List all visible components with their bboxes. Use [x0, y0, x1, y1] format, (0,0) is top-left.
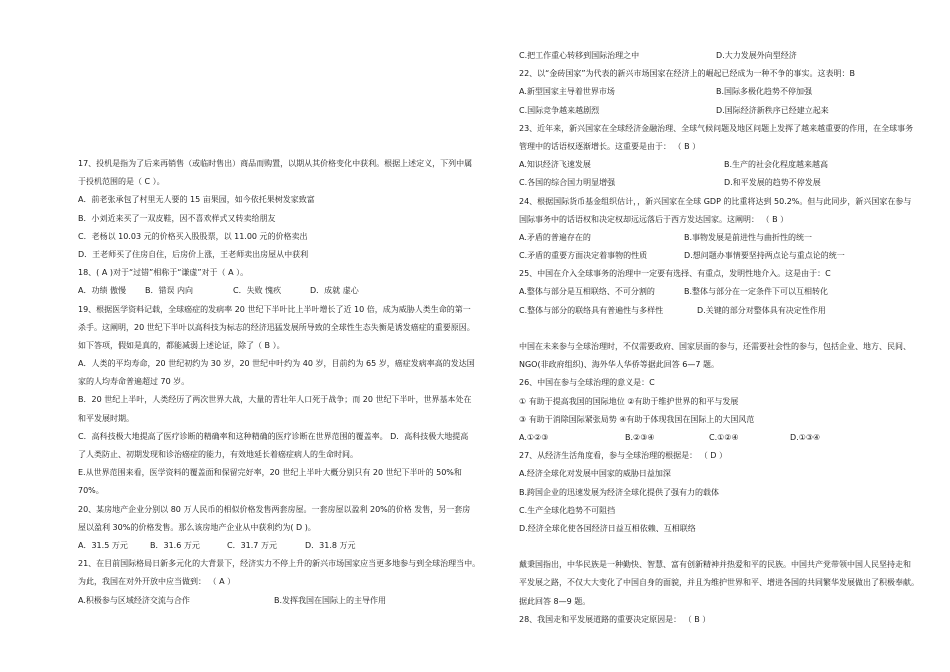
- question-stem: 18、( A )对于“过错”相称于“谦虚”对于（ A ）。: [78, 268, 249, 278]
- question-22: [519, 65, 944, 120]
- question-stem-line: 国际事务中的话语权和决定权却远远落后于西方发达国家。这阐明： （ B ）: [519, 214, 789, 224]
- options-row: [519, 83, 944, 101]
- options-row: [78, 537, 498, 555]
- answer-option: B.事物发展是前进性与曲折性的统一: [684, 232, 813, 242]
- passage-line: 戴秉国指出，中华民族是一种勤快、智慧、富有创新精神并热爱和平的民族。中国共产党带领中国人民坚持走和: [519, 560, 911, 570]
- answer-option: C.生产全球化趋势不可阻挡: [519, 505, 616, 515]
- question-stem: 28、我国走和平发展道路的重要决定原因是： （ B ）: [519, 614, 711, 624]
- question-stem-line: 17、投机是指为了后来再销售（或临时售出）商品而购置，以期从其价格变化中获利。根据上述定义，下列中属: [78, 159, 473, 168]
- question-text-line: B．20 世纪上半叶，人类经历了两次世界大战，大量的青壮年人口死于战争；而 20 世纪下半叶，世界基本处在: [78, 395, 472, 405]
- options-row: [519, 156, 944, 174]
- answer-option: B．小刘近来买了一双皮鞋，因不喜欢样式又转卖给朋友: [78, 213, 276, 223]
- answer-option: D．31.8 万元: [305, 540, 356, 550]
- answer-option: B.②③④: [625, 432, 655, 442]
- question-26: [519, 374, 944, 447]
- answer-option: C.①②④: [709, 432, 739, 442]
- answer-option: A.整体与部分是互相联络、不可分割的: [519, 287, 655, 297]
- question-stem-line: 管理中的话语权逐渐增长。这重要是由于： （ B ）: [519, 141, 701, 151]
- answer-option: D.大力发展外向型经济: [716, 51, 797, 60]
- question-28: [519, 611, 944, 629]
- answer-option: B．错误 内向: [145, 286, 194, 296]
- options-row: [78, 592, 498, 610]
- passage-line: 据此回答 8—9 题。: [519, 596, 591, 606]
- answer-option: D．成就 虚心: [310, 286, 359, 296]
- question-stem-line: 于投机范围的是（ C ）。: [78, 177, 165, 187]
- question-21: [78, 555, 498, 610]
- answer-option: D.关键的部分对整体具有决定性作用: [697, 305, 826, 315]
- spacer: [519, 320, 944, 338]
- question-stem-line: 为此，我国在对外开放中应当做到： （ A ）: [78, 577, 236, 587]
- question-stem-line: 21、在目前国际格局日新多元化的大背景下，经济实力不停上升的新兴市场国家应当更多地参与到全球治理当中。: [78, 559, 481, 569]
- options-row: [519, 174, 944, 192]
- answer-option: A．31.5 万元: [78, 540, 128, 550]
- passage-line: 中国在未来参与全球治理时，不仅需要政府、国家层面的参与，还需要社会性的参与，包括企业、地方、民间、: [519, 342, 911, 351]
- answer-option: D.和平发展的趋势不停发展: [724, 178, 821, 188]
- options-row: [519, 247, 944, 265]
- answer-option: C．失败 愧疚: [233, 286, 282, 296]
- answer-option: A.新型国家主导着世界市场: [519, 87, 615, 97]
- material-passage-1: [519, 338, 944, 374]
- statement-item: ③ 有助于消除国际紧张局势 ④有助于体现我国在国际上的大国风范: [519, 414, 755, 424]
- answer-option: B.生产的社会化程度越来越高: [724, 160, 829, 170]
- passage-line: NGO(非政府组织)、海外华人华侨等据此回答 6—7 题。: [519, 360, 719, 370]
- question-text-line: 家的人均寿命普遍超过 70 岁。: [78, 377, 190, 387]
- options-row: [519, 229, 944, 247]
- question-text-line: A．人类的平均寿命，20 世纪初约为 30 岁，20 世纪中叶约为 40 岁，目前约为 65 岁，癌症发病率高的发达国: [78, 359, 475, 369]
- answer-option: D．王老师买了住房自住，后房价上涨，王老师卖出房屋从中获利: [78, 249, 309, 259]
- answer-option: C．31.7 万元: [227, 540, 277, 550]
- question-21-continued: [519, 47, 944, 65]
- question-stem-line: 20、某房地产企业分别以 80 万人民币的相似价格发售两套房屋。一套房屋以盈利 20%的价格 发售，另一套房: [78, 504, 471, 514]
- answer-option: A.矛盾的普遍存在的: [519, 232, 591, 242]
- question-text-line: 和平发展时期。: [78, 413, 134, 423]
- options-row: [519, 283, 944, 301]
- question-stem-line: 23、近年来，新兴国家在全球经济金融治理、全球气候问题及地区问题上发挥了越来越重要的作用，在全球事务: [519, 123, 914, 133]
- options-row: [519, 102, 944, 120]
- question-stem: 26、中国在参与全球治理的意义是：C: [519, 378, 655, 388]
- answer-option: C.把工作重心转移到国际治理之中: [519, 51, 640, 60]
- left-column: [78, 155, 498, 610]
- question-stem-line: 屋以盈利 30%的价格发售。那么该房地产企业从中获利约为( D )。: [78, 522, 316, 532]
- question-text-line: 如下答项，假如是真的，都能减弱上述论证，除了（ B ）。: [78, 340, 285, 350]
- options-row: [78, 282, 498, 300]
- question-text-line: 了人类防止、初期发现和诊治癌症的能力，有效地延长着癌症病人的生命时间。: [78, 450, 358, 459]
- question-stem: 27、从经济生活角度看，参与全球治理的根据是： （ D ）: [519, 451, 727, 461]
- question-19: [78, 301, 498, 501]
- spacer: [519, 538, 944, 556]
- answer-option: B.跨国企业的迅速发展为经济全球化提供了强有力的载体: [519, 487, 720, 497]
- answer-option: C.各国的综合国力明显增强: [519, 178, 616, 188]
- answer-option: A．功绩 傲慢: [78, 286, 127, 296]
- statement-item: ① 有助于提高我国的国际地位 ②有助于维护世界的和平与发展: [519, 396, 739, 406]
- question-stem: 25、中国在介入全球事务的治理中一定要有选择、有重点，发明性地介入。这是由于：C: [519, 269, 831, 279]
- answer-option: D.经济全球化使各国经济日益互相依赖、互相联络: [519, 523, 696, 533]
- answer-option: B.国际多极化趋势不停加强: [716, 87, 813, 97]
- answer-option: D.国际经济新秩序已经建立起来: [716, 105, 829, 115]
- answer-option: D.想问题办事情要坚持两点论与重点论的统一: [684, 251, 845, 261]
- options-row: [519, 429, 944, 447]
- answer-option: B.发挥我国在国际上的主导作用: [274, 595, 387, 605]
- question-text-line: 70%。: [78, 486, 104, 496]
- options-row: [519, 302, 944, 320]
- question-23: [519, 120, 944, 193]
- answer-option: B.整体与部分在一定条件下可以互相转化: [684, 287, 829, 297]
- answer-option: C.国际竞争越来越剧烈: [519, 105, 600, 115]
- answer-option: A.积极参与区域经济交流与合作: [78, 595, 190, 605]
- answer-option: A.①②③: [519, 432, 549, 442]
- answer-option: C.矛盾的重要方面决定着事物的性质: [519, 251, 648, 261]
- right-column: [519, 47, 944, 629]
- question-27: [519, 447, 944, 538]
- answer-option: D.①③④: [790, 432, 821, 442]
- answer-option: A.知识经济飞速发展: [519, 160, 591, 170]
- passage-line: 平发展之路，不仅大大变化了中国自身的面貌，并且为维护世界和平、增进各国的共同繁华发展做出了积极奉献。: [519, 578, 919, 588]
- answer-option: C．老杨以 10.03 元的价格买入股股票，以 11.00 元的价格卖出: [78, 231, 308, 241]
- question-text-line: 19、根据医学资料记载，全球癌症的发病率 20 世纪下半叶比上半叶增长了近 10 倍，成为威胁人类生命的第一: [78, 304, 471, 314]
- question-text-line: C．高科技极大地提高了医疗诊断的精确率和这种精确的医疗诊断在世界范围的覆盖率。 D．高科技极大地提高: [78, 431, 469, 441]
- question-stem: 22、以“金砖国家”为代表的新兴市场国家在经济上的崛起已经成为一种不争的事实。这表明：B: [519, 69, 855, 79]
- answer-option: B．31.6 万元: [150, 540, 200, 550]
- answer-option: A．前老张承包了村里无人要的 15 亩果园，如今依托果树发家致富: [78, 195, 315, 205]
- question-text-line: 杀手。这阐明，20 世纪下半叶以高科技为标志的经济迅猛发展所导致的全球性生态失衡是诱发癌症的重要原因。: [78, 322, 475, 332]
- question-20: [78, 501, 498, 556]
- material-passage-2: [519, 556, 944, 611]
- question-text-line: E.从世界范围来看，医学资料的覆盖面和保留完好率，20 世纪上半叶大概分别只有 20 世纪下半叶的 50%和: [78, 468, 462, 478]
- question-18: [78, 264, 498, 300]
- answer-option: A.经济全球化对发展中国家的威胁日益加深: [519, 469, 671, 479]
- question-25: [519, 265, 944, 320]
- question-17: [78, 155, 498, 264]
- question-stem-line: 24、根据国际货币基金组织估计，，新兴国家在全球 GDP 的比重将达到 50.2%。但与此同步，新兴国家在参与: [519, 196, 912, 206]
- question-24: [519, 193, 944, 266]
- answer-option: C.整体与部分的联络具有普遍性与多样性: [519, 305, 664, 315]
